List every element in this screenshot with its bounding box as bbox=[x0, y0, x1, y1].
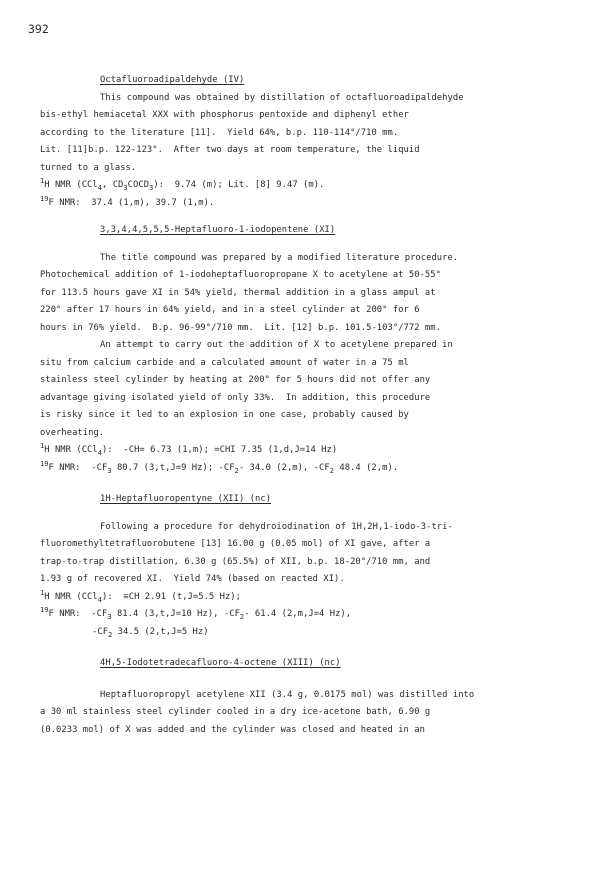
page-number: 392 bbox=[28, 22, 49, 36]
paragraph-line: This compound was obtained by distillation of octafluoroadipaldehyde bbox=[100, 92, 464, 103]
paragraph-line: 1.93 g of recovered XI. Yield 74% (based on reacted XI). bbox=[40, 574, 345, 584]
paragraph-line: 220° after 17 hours in 64% yield, and in a steel cylinder at 200° for 6 bbox=[40, 305, 420, 315]
paragraph-line: a 30 ml stainless steel cylinder cooled in a dry ice-acetone bath, 6.90 g bbox=[40, 707, 431, 717]
paragraph-line: (0.0233 mol) of X was added and the cylinder was closed and heated in an bbox=[40, 724, 425, 735]
paragraph-line: Following a procedure for dehydroiodination of 1H,2H,1-iodo-3-tri- bbox=[100, 521, 453, 532]
section-heading-xi: 3,3,4,4,5,5,5-Heptafluoro-1-iodopentene (XI) bbox=[100, 225, 336, 235]
paragraph-line: bis-ethyl hemiacetal XXX with phosphorus pentoxide and diphenyl ether bbox=[40, 110, 409, 120]
paragraph-line: Photochemical addition of 1-iodoheptafluoropropane X to acetylene at 50-55° bbox=[40, 270, 441, 280]
paragraph-line: hours in 76% yield. B.p. 96-99°/710 mm. Lit. [12] b.p. 101.5-103°/772 mm. bbox=[40, 322, 441, 333]
section-heading-xii: 1H-Heptafluoropentyne (XII) (nc) bbox=[100, 494, 272, 504]
paragraph-line: Heptafluoropropyl acetylene XII (3.4 g, 0.0175 mol) was distilled into bbox=[100, 689, 475, 700]
paragraph-line: An attempt to carry out the addition of X to acetylene prepared in bbox=[100, 340, 453, 350]
paragraph-line: according to the literature [11]. Yield 64%, b.p. 110-114°/710 mm. bbox=[40, 127, 399, 138]
h-nmr-line: $^1$H NMR (CCl$_4$): ≡CH 2.91 (t,J=5.5 Hz); bbox=[40, 588, 242, 604]
paragraph-line: overheating. bbox=[40, 427, 105, 438]
paragraph-line: trap-to-trap distillation, 6.30 g (65.5%) of XII, b.p. 18-20°/710 mm, and bbox=[40, 556, 431, 567]
paragraph-line: stainless steel cylinder by heating at 200° for 5 hours did not offer any bbox=[40, 375, 431, 385]
h-nmr-line: $^1$H NMR (CCl$_4$): -CH= 6.73 (1,m); =CHI 7.35 (1,d,J=14 Hz) bbox=[40, 442, 338, 457]
section-heading-iv: Octafluoroadipaldehyde (IV) bbox=[100, 75, 245, 85]
f-nmr-line: $^{19}$F NMR: $-CF_3$ 81.4 (3,t,J=10 Hz), $-CF_2-$ 61.4 (2,m,J=4 Hz), bbox=[40, 606, 352, 621]
paragraph-line: is risky since it led to an explosion in one case, probably caused by bbox=[40, 410, 409, 420]
section-heading-xiii: 4H,5-Iodotetradecafluoro-4-octene (XIII) (nc) bbox=[100, 658, 341, 668]
f-nmr-line: $^{19}$F NMR: 37.4 (1,m), 39.7 (1,m). bbox=[40, 194, 215, 208]
page-body bbox=[40, 72, 570, 739]
paragraph-line: for 113.5 hours gave XI in 54% yield, thermal addition in a glass ampul at bbox=[40, 287, 436, 298]
f-nmr-line-cont: $-CF_2$ 34.5 (2,t,J=5 Hz) bbox=[92, 626, 209, 639]
h-nmr-line: $^1$H NMR (CCl$_4$, $CD_3COCD_3$): 9.74 (m); Lit. [8] 9.47 (m). bbox=[40, 177, 325, 192]
paragraph-line: Lit. [11]b.p. 122-123°. After two days at room temperature, the liquid bbox=[40, 145, 420, 155]
paragraph-line: advantage giving isolated yield of only 33%. In addition, this procedure bbox=[40, 392, 431, 403]
paragraph-line: turned to a glass. bbox=[40, 162, 137, 173]
paragraph-line: situ from calcium carbide and a calculated amount of water in a 75 ml bbox=[40, 357, 409, 368]
paragraph-line: fluoromethyltetrafluorobutene [13] 16.00 g (0.05 mol) of XI gave, after a bbox=[40, 539, 431, 549]
paragraph-line: The title compound was prepared by a modified literature procedure. bbox=[100, 252, 459, 263]
f-nmr-line: $^{19}$F NMR: $-CF_3$ 80.7 (3,t,J=9 Hz); $-CF_2-$ 34.0 (2,m), $-CF_2$ 48.4 (2,m). bbox=[40, 459, 399, 475]
